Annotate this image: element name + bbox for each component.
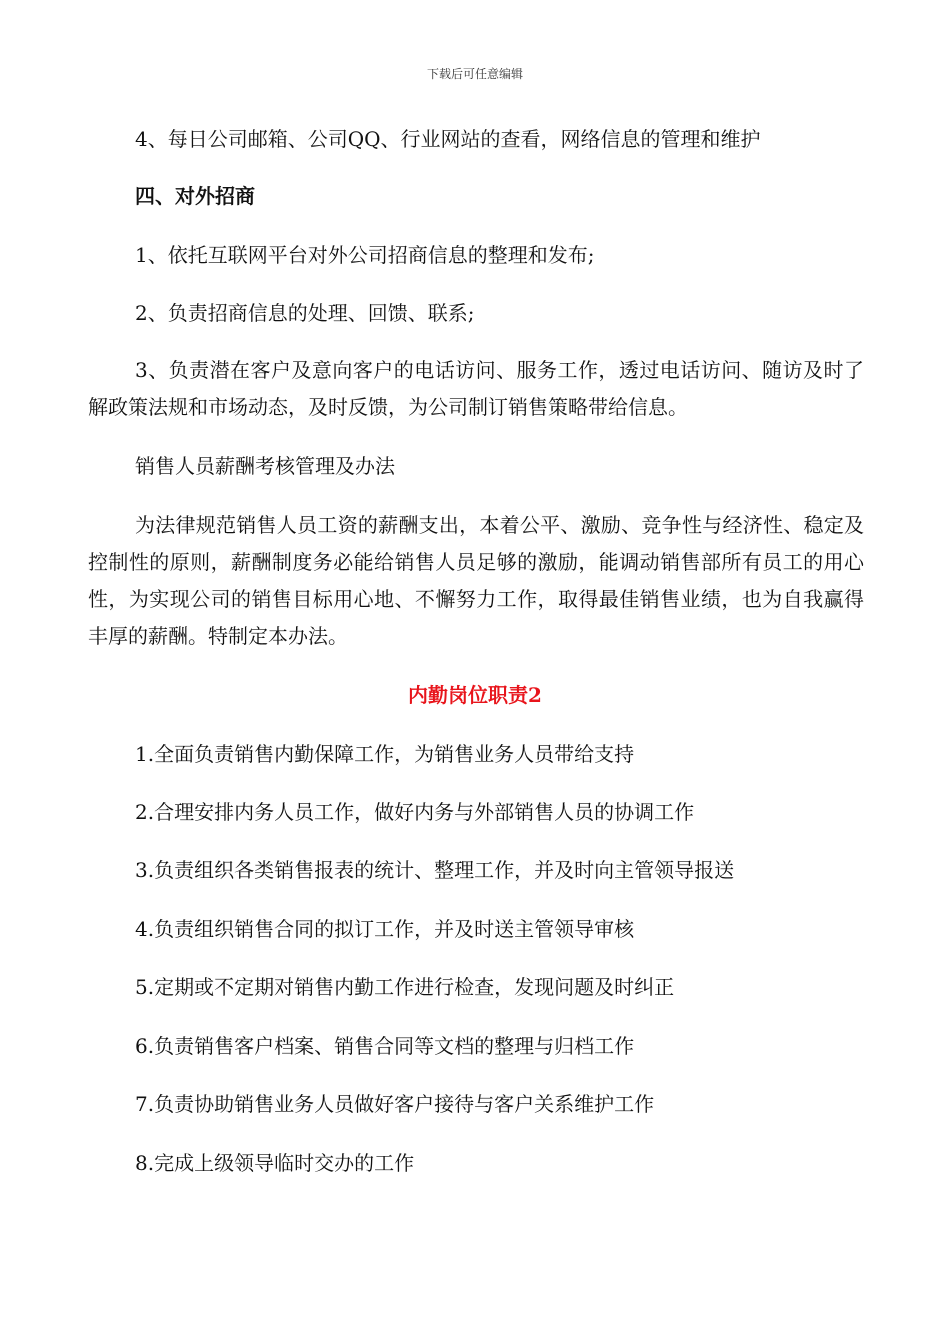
duty-item: 8.完成上级领导临时交办的工作	[135, 1151, 415, 1175]
duties-title: 内勤岗位职责2	[408, 683, 542, 707]
salary-title: 销售人员薪酬考核管理及办法	[135, 454, 395, 478]
duty-item: 6.负责销售客户档案、销售合同等文档的整理与归档工作	[135, 1034, 635, 1058]
duty-item: 7.负责协助销售业务人员做好客户接待与客户关系维护工作	[135, 1092, 655, 1116]
duty-item: 5.定期或不定期对销售内勤工作进行检查，发现问题及时纠正	[135, 975, 675, 999]
section-heading-investment: 四、对外招商	[135, 184, 255, 208]
duty-item: 3.负责组织各类销售报表的统计、整理工作，并及时向主管领导报送	[135, 858, 735, 882]
item-mailbox-check: 4、每日公司邮箱、公司QQ、行业网站的查看，网络信息的管理和维护	[135, 127, 761, 151]
duty-item: 4.负责组织销售合同的拟订工作，并及时送主管领导审核	[135, 917, 635, 941]
salary-paragraph: 为法律规范销售人员工资的薪酬支出，本着公平、激励、竞争性与经济性、稳定及控制性的原则，薪酬制度务必能给销售人员足够的激励，能调动销售部所有员工的用心性，为实现公司的销售目标用心地、不懈努力工作，取得最佳销售业绩，也为自我赢得丰厚的薪酬。特制定本办法。	[88, 513, 864, 648]
investment-item-2: 2、负责招商信息的处理、回馈、联系;	[135, 301, 475, 325]
duty-item: 1.全面负责销售内勤保障工作，为销售业务人员带给支持	[135, 742, 635, 766]
investment-item-1: 1、依托互联网平台对外公司招商信息的整理和发布;	[135, 243, 595, 267]
page-header: 下载后可任意编辑	[426, 67, 523, 81]
duty-item: 2.合理安排内务人员工作，做好内务与外部销售人员的协调工作	[135, 800, 695, 824]
investment-item-3: 3、负责潜在客户及意向客户的电话访问、服务工作，透过电话访问、随访及时了解政策法规和市场动态，及时反馈，为公司制订销售策略带给信息。	[88, 358, 864, 419]
